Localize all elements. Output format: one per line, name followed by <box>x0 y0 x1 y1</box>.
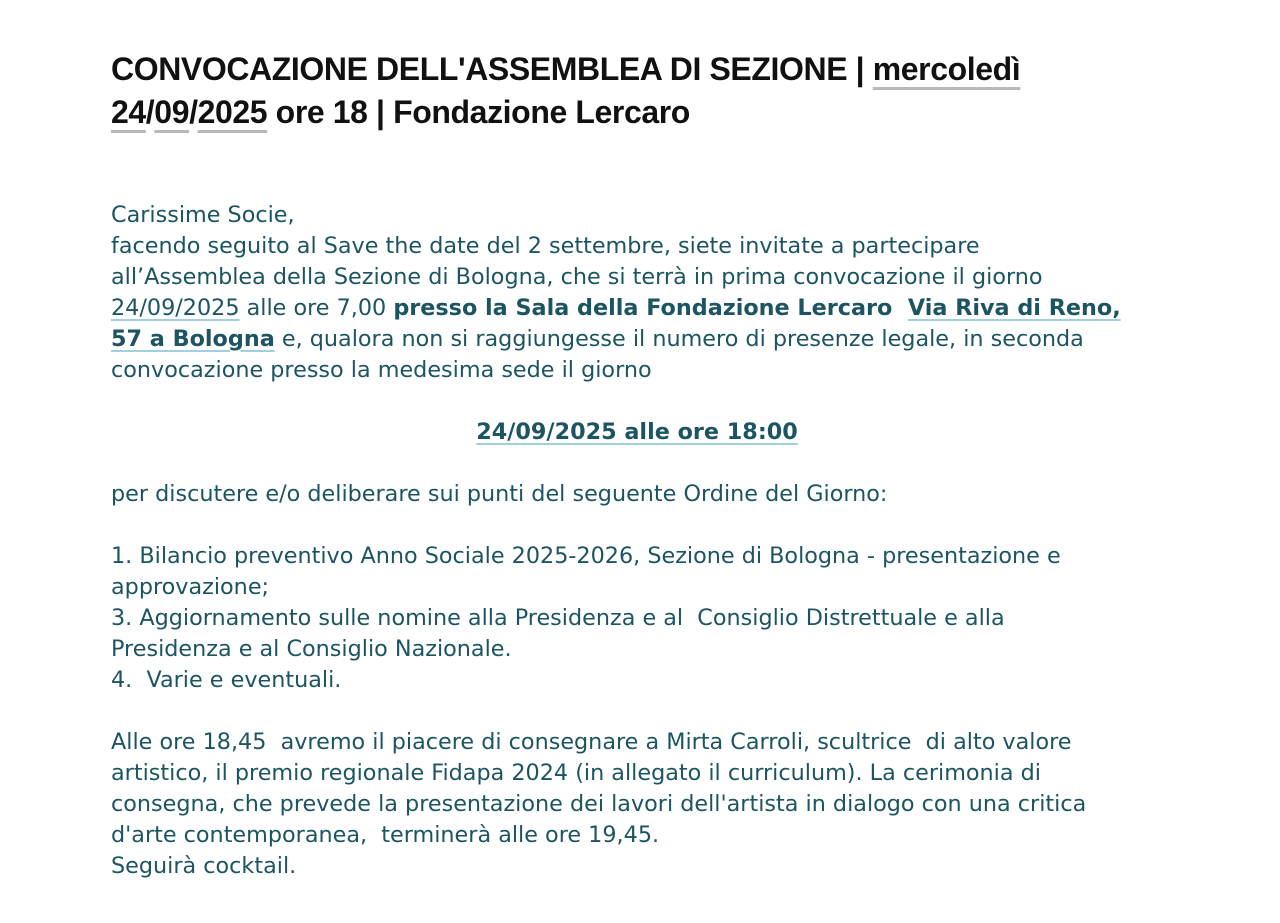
second-call-line <box>111 417 1163 448</box>
agenda-item: 3. Aggiornamento sulle nomine alla Presidenza e al Consiglio Distrettuale e alla <box>111 605 1005 631</box>
agenda-item: 4. Varie e eventuali. <box>111 667 342 693</box>
award-line: consegna, che prevede la presentazione dei lavori dell'artista in dialogo con una critica <box>111 791 1087 817</box>
address-link-city[interactable]: 57 a Bologna <box>111 326 275 352</box>
paragraph-line: facendo seguito al Save the date del 2 settembre, siete invitate a partecipare <box>111 233 980 259</box>
date-link-month[interactable]: 09 <box>154 94 190 130</box>
letter-body <box>111 200 1261 923</box>
award-line: artistico, il premio regionale Fidapa 2024 (in allegato il curriculum). La cerimonia di <box>111 760 1041 786</box>
award-line: Alle ore 18,45 avremo il piacere di consegnare a Mirta Carroli, scultrice di alto valore <box>111 729 1072 755</box>
spacer <box>111 510 1261 541</box>
paragraph-line: convocazione presso la medesima sede il giorno <box>111 357 652 383</box>
closing-line: Seguirà cocktail. <box>111 853 297 879</box>
title-text: CONVOCAZIONE DELL'ASSEMBLEA DI SEZIONE | <box>111 51 873 87</box>
agenda-intro: per discutere e/o deliberare sui punti del seguente Ordine del Giorno: <box>111 481 888 507</box>
paragraph-line <box>111 293 1261 324</box>
agenda-item: approvazione; <box>111 574 270 600</box>
title-text-end: ore 18 | Fondazione Lercaro <box>267 94 690 130</box>
venue-name: presso la Sala della Fondazione Lercaro <box>393 295 908 321</box>
date-link-day[interactable]: 24 <box>111 94 146 130</box>
spacer <box>111 448 1261 479</box>
date-link-year[interactable]: 2025 <box>197 94 268 130</box>
date-link-weekday[interactable]: mercoledì <box>872 51 1021 87</box>
address-link[interactable]: Via Riva di Reno, <box>907 295 1121 321</box>
paragraph-text: e, qualora non si raggiungesse il numero di presenze legale, in seconda <box>274 326 1084 352</box>
agenda-item: Presidenza e al Consiglio Nazionale. <box>111 636 512 662</box>
greeting: Carissime Socie, <box>111 202 295 228</box>
spacer <box>111 386 1261 417</box>
second-call-date-link[interactable]: 24/09/2025 alle ore 18:00 <box>476 419 798 445</box>
spacer <box>111 696 1261 727</box>
truncated-text-line <box>111 913 1261 923</box>
page-title: CONVOCAZIONE DELL'ASSEMBLEA DI SEZIONE | mercoledì 24/09/2025 ore 18 | Fondazione Lercaro <box>111 51 1021 130</box>
award-line: d'arte contemporanea, terminerà alle ore 19,45. <box>111 822 660 848</box>
first-call-time: alle ore 7,00 <box>239 295 394 321</box>
spacer <box>111 882 1261 913</box>
paragraph-line: all’Assemblea della Sezione di Bologna, che si terrà in prima convocazione il giorno <box>111 264 1043 290</box>
agenda-item: 1. Bilancio preventivo Anno Sociale 2025-2026, Sezione di Bologna - presentazione e <box>111 543 1061 569</box>
paragraph-line <box>111 324 1261 355</box>
first-call-date-link[interactable]: 24/09/2025 <box>111 295 240 321</box>
